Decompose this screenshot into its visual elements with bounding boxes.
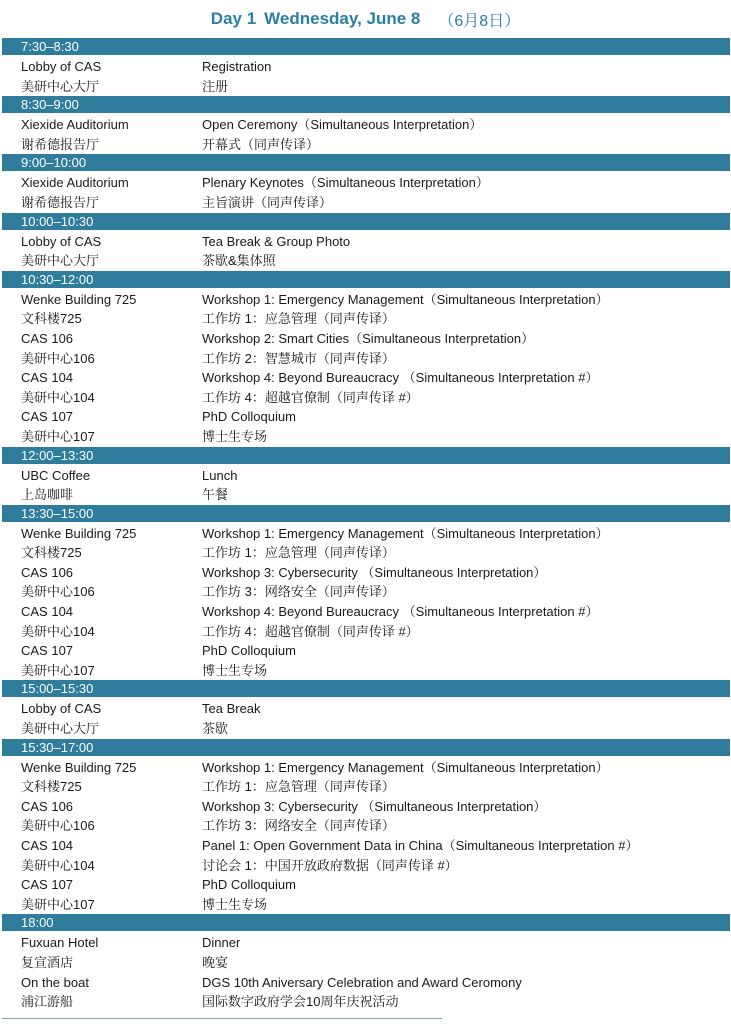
event-cell: PhD Colloquium: [202, 877, 296, 893]
time-block: [2, 96, 730, 154]
event-cell: Workshop 1: Emergency Management（Simultaneous Interpretation）: [202, 525, 609, 541]
event-cell: Workshop 3: Cybersecurity （Simultaneous Interpretation）: [202, 564, 547, 580]
schedule-row: [2, 895, 730, 915]
date-label: Wednesday, June 8: [264, 9, 421, 28]
schedule-row: [2, 622, 730, 642]
venue-cell: Lobby of CAS: [21, 59, 102, 74]
event-cell: 茶歇: [202, 721, 229, 737]
venue-cell: 上岛咖啡: [21, 487, 74, 503]
day-label: Day 1: [210, 9, 257, 28]
venue-cell: 谢希德报告厅: [21, 194, 100, 210]
venue-cell: Fuxuan Hotel: [21, 935, 99, 951]
event-cell: 工作坊 4：超越官僚制（同声传译 #）: [202, 389, 419, 405]
venue-cell: CAS 104: [21, 370, 74, 386]
event-cell: 博士生专场: [202, 662, 268, 678]
schedule-row: [2, 329, 730, 349]
schedule-row: [2, 582, 730, 602]
venue-cell: 美研中心106: [21, 584, 95, 600]
event-cell: DGS 10th Aniversary Celebration and Award Ceromony: [202, 974, 522, 990]
event-cell: Open Ceremony（Simultaneous Interpretation）: [202, 117, 483, 133]
event-cell: Registration: [202, 59, 272, 74]
time-block: [2, 213, 730, 271]
venue-cell: 美研中心106: [21, 818, 95, 834]
schedule-row: [2, 290, 730, 310]
event-cell: 工作坊 1：应急管理（同声传译）: [202, 545, 395, 561]
time-slot-header: 7:30–8:30: [2, 38, 730, 55]
event-cell: 工作坊 4：超越官僚制（同声传译 #）: [202, 623, 419, 639]
event-cell: Panel 1: Open Government Data in China（Simultaneous Interpretation #）: [202, 838, 639, 853]
bottom-divider: [2, 1018, 442, 1019]
schedule-row: [2, 836, 730, 856]
venue-cell: Wenke Building 725: [21, 525, 137, 541]
venue-cell: CAS 107: [21, 877, 74, 893]
schedule-row: [2, 135, 730, 155]
venue-cell: CAS 104: [21, 838, 74, 853]
venue-cell: 美研中心104: [21, 389, 95, 405]
schedule-row: [2, 602, 730, 622]
event-cell: 工作坊 3：网络安全（同声传译）: [202, 818, 395, 834]
venue-cell: On the boat: [21, 974, 89, 990]
event-cell: 开幕式（同声传译）: [202, 136, 320, 152]
event-cell: 主旨演讲（同声传译）: [202, 194, 333, 210]
schedule-row: [2, 524, 730, 544]
venue-cell: CAS 107: [21, 409, 74, 425]
event-cell: Tea Break: [202, 701, 261, 717]
event-cell: Workshop 4: Beyond Bureaucracy （Simultaneous Interpretation #）: [202, 370, 599, 386]
schedule-row: [2, 933, 730, 953]
venue-cell: CAS 106: [21, 564, 74, 580]
schedule-row: [2, 699, 730, 719]
venue-cell: 文科楼725: [21, 545, 82, 561]
venue-cell: 美研中心104: [21, 857, 95, 873]
venue-cell: 美研中心107: [21, 428, 95, 444]
schedule-row: [2, 856, 730, 876]
time-slot-header: 12:00–13:30: [2, 447, 730, 464]
schedule-row: [2, 193, 730, 213]
event-cell: 博士生专场: [202, 896, 268, 912]
time-block: [2, 680, 730, 738]
venue-cell: 美研中心104: [21, 623, 95, 639]
venue-cell: 复宣酒店: [21, 954, 74, 970]
time-slot-header: 10:30–12:00: [2, 271, 730, 288]
event-cell: 国际数字政府学会10周年庆祝活动: [202, 994, 399, 1010]
event-cell: 工作坊 1：应急管理（同声传译）: [202, 779, 395, 795]
schedule-row: [2, 57, 730, 77]
event-cell: Plenary Keynotes（Simultaneous Interpretation）: [202, 175, 489, 191]
venue-cell: CAS 104: [21, 604, 74, 620]
time-slot-header: 9:00–10:00: [2, 154, 730, 171]
time-block: [2, 739, 730, 915]
venue-cell: 美研中心107: [21, 662, 95, 678]
venue-cell: Lobby of CAS: [21, 233, 102, 249]
time-slot-header: 15:00–15:30: [2, 680, 730, 697]
venue-cell: Lobby of CAS: [21, 701, 102, 717]
schedule-row: [2, 797, 730, 817]
venue-cell: 文科楼725: [21, 779, 82, 795]
venue-cell: CAS 106: [21, 798, 74, 814]
venue-cell: 谢希德报告厅: [21, 136, 100, 152]
schedule-row: [2, 543, 730, 563]
schedule-row: [2, 77, 730, 97]
event-cell: Workshop 4: Beyond Bureaucracy （Simultaneous Interpretation #）: [202, 604, 599, 620]
schedule-row: [2, 388, 730, 408]
schedule-row: [2, 407, 730, 427]
schedule-row: [2, 466, 730, 486]
time-slot-header: 18:00: [2, 914, 730, 931]
schedule-row: [2, 641, 730, 661]
venue-cell: 美研中心107: [21, 896, 95, 912]
venue-cell: 浦江游船: [21, 994, 74, 1010]
venue-cell: Wenke Building 725: [21, 291, 137, 307]
venue-cell: 文科楼725: [21, 311, 82, 327]
venue-cell: Xiexide Auditorium: [21, 117, 129, 133]
time-slot-header: 10:00–10:30: [2, 213, 730, 230]
venue-cell: 美研中心大厅: [21, 78, 100, 94]
schedule-row: [2, 953, 730, 973]
time-block: [2, 154, 730, 212]
event-cell: Workshop 2: Smart Cities（Simultaneous Interpretation）: [202, 330, 535, 346]
event-cell: Workshop 3: Cybersecurity （Simultaneous Interpretation）: [202, 798, 547, 814]
venue-cell: Wenke Building 725: [21, 759, 137, 775]
event-cell: 博士生专场: [202, 428, 268, 444]
schedule-row: [2, 758, 730, 778]
schedule-row: [2, 992, 730, 1012]
schedule-row: [2, 115, 730, 135]
time-slot-header: 8:30–9:00: [2, 96, 730, 113]
venue-cell: 美研中心106: [21, 350, 95, 366]
date-label-cn: （6月8日）: [438, 12, 521, 30]
schedule-row: [2, 661, 730, 681]
schedule-row: [2, 232, 730, 252]
time-block: [2, 271, 730, 447]
event-cell: 晚宴: [202, 954, 229, 970]
venue-cell: CAS 106: [21, 330, 74, 346]
schedule-row: [2, 368, 730, 388]
schedule-row: [2, 309, 730, 329]
event-cell: 工作坊 1：应急管理（同声传译）: [202, 311, 395, 327]
schedule-row: [2, 251, 730, 271]
time-block: [2, 38, 730, 96]
event-cell: Workshop 1: Emergency Management（Simultaneous Interpretation）: [202, 291, 609, 307]
schedule-row: [2, 563, 730, 583]
event-cell: Lunch: [202, 467, 238, 483]
schedule-row: [2, 427, 730, 447]
event-cell: PhD Colloquium: [202, 643, 296, 659]
schedule-table: [2, 38, 730, 1012]
page-title: [0, 0, 731, 38]
event-cell: 工作坊 3：网络安全（同声传译）: [202, 584, 395, 600]
venue-cell: CAS 107: [21, 643, 74, 659]
time-slot-header: 13:30–15:00: [2, 505, 730, 522]
event-cell: Tea Break & Group Photo: [202, 233, 351, 249]
time-slot-header: 15:30–17:00: [2, 739, 730, 756]
venue-cell: 美研中心大厅: [21, 253, 100, 269]
event-cell: 工作坊 2：智慧城市（同声传译）: [202, 350, 395, 366]
venue-cell: Xiexide Auditorium: [21, 175, 129, 191]
event-cell: 午餐: [202, 487, 229, 503]
event-cell: PhD Colloquium: [202, 409, 296, 425]
schedule-row: [2, 777, 730, 797]
event-cell: 茶歇&集体照: [202, 253, 276, 269]
schedule-row: [2, 349, 730, 369]
schedule-row: [2, 173, 730, 193]
time-block: [2, 505, 730, 681]
schedule-row: [2, 973, 730, 993]
schedule-row: [2, 719, 730, 739]
schedule-row: [2, 875, 730, 895]
event-cell: 注册: [202, 78, 229, 94]
event-cell: Dinner: [202, 935, 241, 951]
event-cell: 讨论会 1：中国开放政府数据（同声传译 #）: [202, 857, 458, 873]
event-cell: Workshop 1: Emergency Management（Simultaneous Interpretation）: [202, 759, 609, 775]
venue-cell: UBC Coffee: [21, 467, 91, 483]
schedule-row: [2, 816, 730, 836]
time-block: [2, 914, 730, 1011]
schedule-row: [2, 485, 730, 505]
venue-cell: 美研中心大厅: [21, 721, 100, 737]
time-block: [2, 447, 730, 505]
